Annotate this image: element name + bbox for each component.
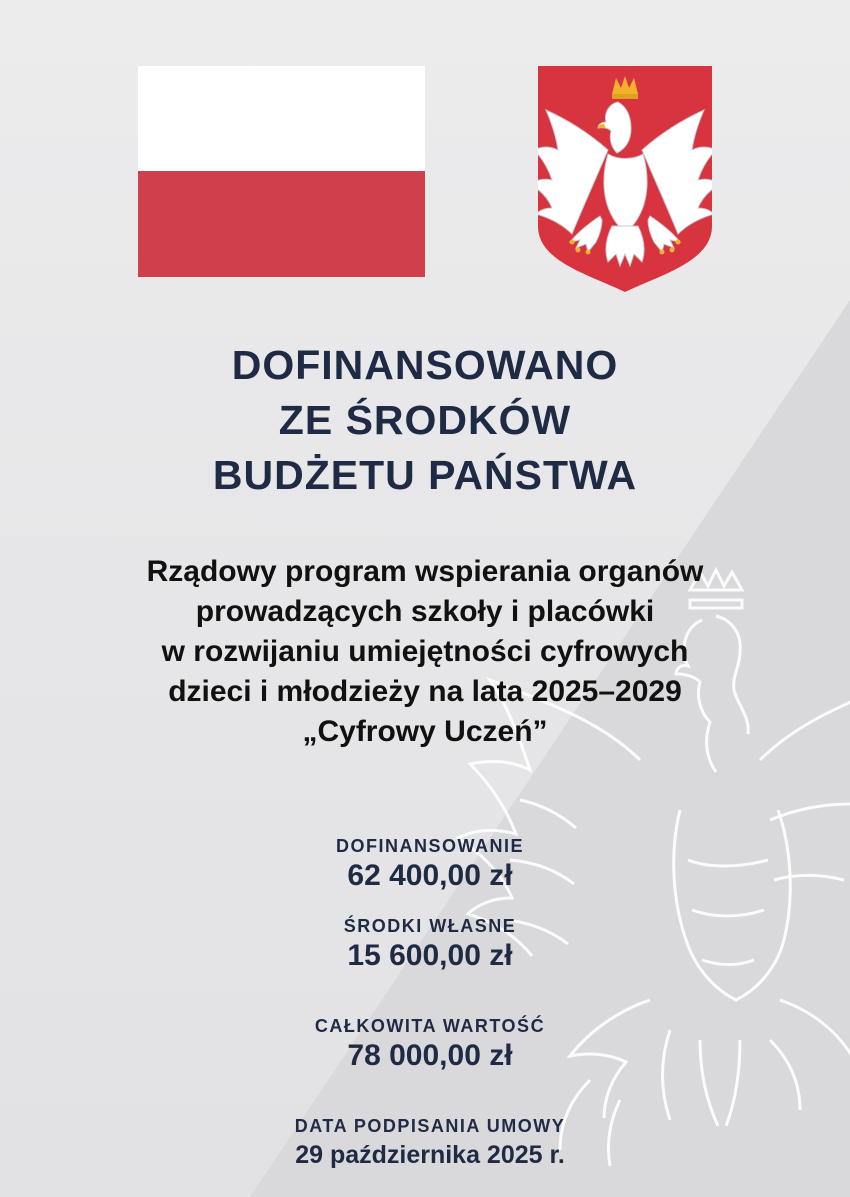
data-podpisania-block (170, 1116, 690, 1170)
dofinansowanie-value: 62 400,00 zł (347, 859, 513, 892)
dofinansowanie-label: DOFINANSOWANIE (335, 836, 524, 856)
heading-line-2: ZE ŚRODKÓW (278, 397, 572, 443)
heading-line-3: BUDŻETU PAŃSTWA (212, 452, 638, 498)
calkowita-wartosc-value: 78 000,00 zł (347, 1039, 513, 1072)
calkowita-wartosc-block (170, 1016, 690, 1073)
dofinansowanie-block (170, 836, 690, 893)
polish-flag (138, 66, 425, 277)
program-line-2: prowadzących szkoły i placówki (195, 595, 655, 628)
srodki-wlasne-label: ŚRODKI WŁASNE (343, 916, 517, 936)
main-heading (0, 338, 850, 503)
flag-white-stripe (138, 66, 425, 171)
flag-red-stripe (138, 171, 425, 277)
srodki-wlasne-block (170, 916, 690, 973)
program-line-1: Rządowy program wspierania organów (146, 555, 704, 588)
data-podpisania-value: 29 października 2025 r. (295, 1141, 565, 1169)
program-line-3: w rozwijaniu umiejętności cyfrowych (161, 635, 689, 668)
heading-line-1: DOFINANSOWANO (231, 342, 619, 388)
program-line-5: „Cyfrowy Uczeń” (302, 715, 548, 748)
white-eagle-coat-of-arms-icon (538, 66, 712, 292)
program-title (0, 552, 850, 752)
program-line-4: dzieci i młodzieży na lata 2025–2029 (168, 675, 682, 708)
calkowita-wartosc-label: CAŁKOWITA WARTOŚĆ (314, 1016, 546, 1036)
srodki-wlasne-value: 15 600,00 zł (347, 939, 513, 972)
data-podpisania-label: DATA PODPISANIA UMOWY (294, 1116, 566, 1136)
